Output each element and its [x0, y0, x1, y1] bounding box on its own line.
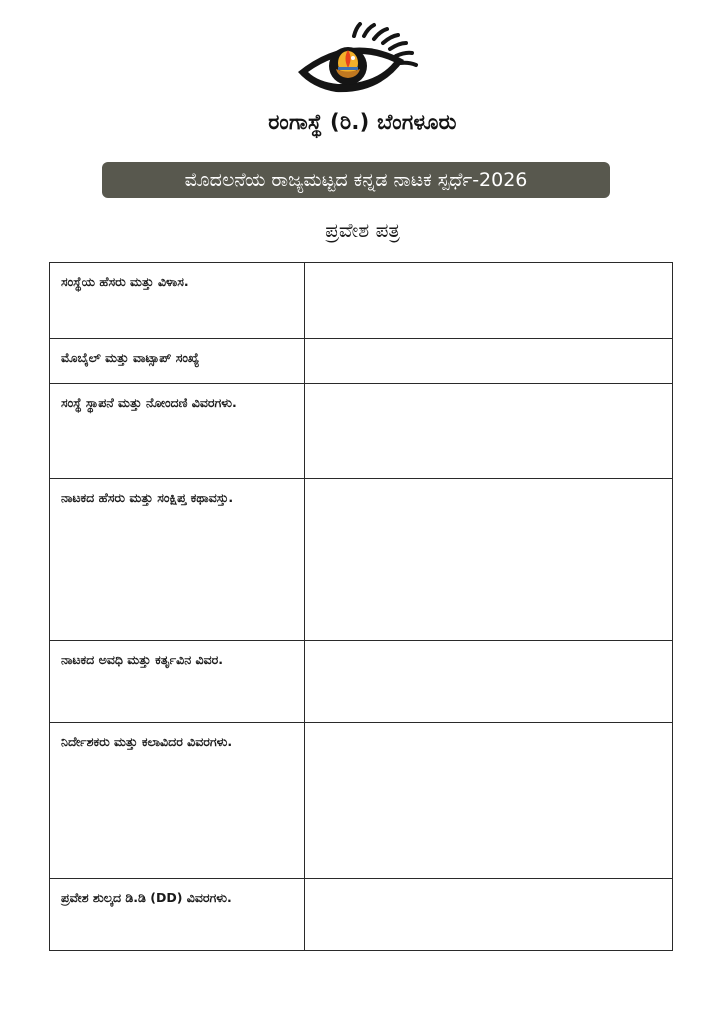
field-label: ಸಂಸ್ಥೆಯ ಹೆಸರು ಮತ್ತು ವಿಳಾಸ. — [50, 263, 305, 339]
field-value[interactable] — [305, 879, 673, 951]
table-row — [50, 339, 673, 384]
organization-name: ರಂಗಾಸ್ಥೆ (ರಿ.) ಬೆಂಗಳೂರು — [268, 110, 457, 134]
field-label: ಪ್ರವೇಶ ಶುಲ್ಕದ ಡಿ.ಡಿ (DD) ವಿವರಗಳು. — [50, 879, 305, 951]
field-value[interactable] — [305, 339, 673, 384]
field-value[interactable] — [305, 479, 673, 641]
field-label: ನಾಟಕದ ಅವಧಿ ಮತ್ತು ಕರ್ತೃವಿನ ವಿವರ. — [50, 641, 305, 723]
field-label: ಸಂಸ್ಥೆ ಸ್ಥಾಪನೆ ಮತ್ತು ನೋಂದಣಿ ವಿವರಗಳು. — [50, 384, 305, 479]
competition-banner: ಮೊದಲನೆಯ ರಾಜ್ಯಮಟ್ಟದ ಕನ್ನಡ ನಾಟಕ ಸ್ಪರ್ಧೆ-2026 — [102, 162, 610, 198]
field-label: ನಾಟಕದ ಹೆಸರು ಮತ್ತು ಸಂಕ್ಷಿಪ್ತ ಕಥಾವಸ್ತು. — [50, 479, 305, 641]
table-row — [50, 479, 673, 641]
field-label: ನಿರ್ದೇಶಕರು ಮತ್ತು ಕಲಾವಿದರ ವಿವರಗಳು. — [50, 723, 305, 879]
entry-form-table — [49, 262, 673, 951]
form-title: ಪ್ರವೇಶ ಪತ್ರ — [325, 218, 400, 242]
table-row — [50, 263, 673, 339]
table-row — [50, 723, 673, 879]
field-value[interactable] — [305, 641, 673, 723]
field-label: ಮೊಬೈಲ್ ಮತ್ತು ವಾಟ್ಸಾಪ್ ಸಂಖ್ಯೆ — [50, 339, 305, 384]
eye-with-lamp-icon — [296, 22, 422, 98]
table-row — [50, 879, 673, 951]
table-row — [50, 641, 673, 723]
field-value[interactable] — [305, 263, 673, 339]
field-value[interactable] — [305, 384, 673, 479]
table-row — [50, 384, 673, 479]
field-value[interactable] — [305, 723, 673, 879]
